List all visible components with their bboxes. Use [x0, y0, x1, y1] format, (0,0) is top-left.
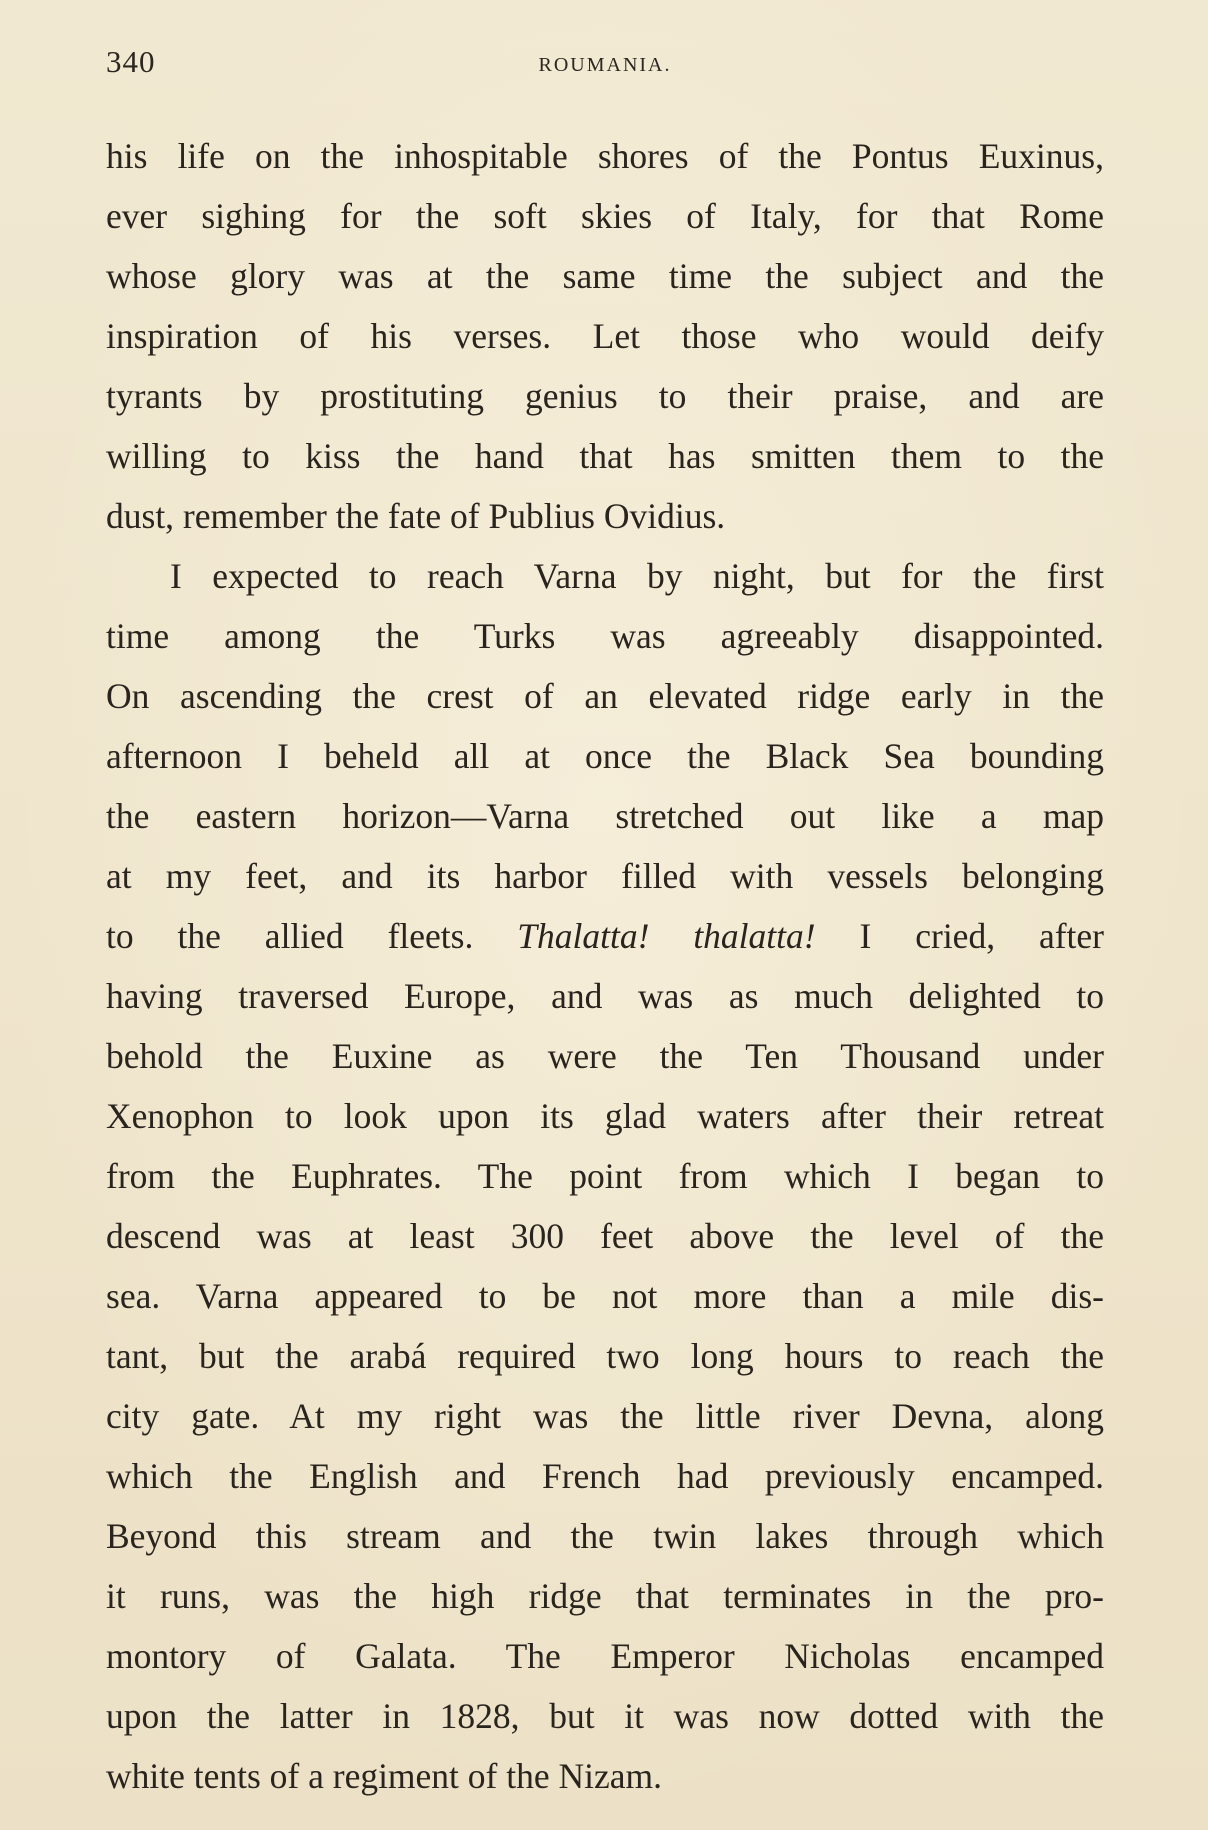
text-line: Beyond this stream and the twin lakes through which [106, 1516, 1104, 1556]
text-line: city gate. At my right was the little river Devna, along [106, 1396, 1104, 1436]
text-line: montory of Galata. The Emperor Nicholas encamped [106, 1636, 1104, 1676]
text-line: behold the Euxine as were the Ten Thousand under [106, 1036, 1104, 1076]
text-line: it runs, was the high ridge that terminates in the pro- [106, 1576, 1104, 1616]
text-line: tyrants by prostituting genius to their praise, and are [106, 376, 1104, 416]
text-line: which the English and French had previously encamped. [106, 1456, 1104, 1496]
text-line: whose glory was at the same time the subject and the [106, 256, 1104, 296]
text-line: descend was at least 300 feet above the level of the [106, 1216, 1104, 1256]
text-line: Xenophon to look upon its glad waters after their retreat [106, 1096, 1104, 1136]
running-title: ROUMANIA. [538, 54, 672, 76]
line-text-before-italic: to the allied fleets. [106, 916, 518, 956]
text-line: sea. Varna appeared to be not more than a mile dis- [106, 1276, 1104, 1316]
text-line: willing to kiss the hand that has smitten them to the [106, 436, 1104, 476]
text-line: at my feet, and its harbor filled with vessels belonging [106, 856, 1104, 896]
paragraph-end-line: dust, remember the fate of Publius Ovidius. [106, 496, 726, 536]
page-number: 340 [106, 44, 156, 79]
text-line: having traversed Europe, and was as much delighted to [106, 976, 1104, 1016]
running-head [106, 44, 1104, 84]
text-line: time among the Turks was agreeably disappointed. [106, 616, 1104, 656]
paragraph-start-line: I expected to reach Varna by night, but for the first [170, 556, 1104, 596]
text-line-with-italic [106, 906, 1104, 966]
line-text-after-italic: I cried, after [815, 916, 1104, 956]
paragraph-end-line: white tents of a regiment of the Nizam. [106, 1756, 662, 1796]
text-line: from the Euphrates. The point from which I began to [106, 1156, 1104, 1196]
body-text [106, 126, 1104, 1806]
text-line: tant, but the arabá required two long hours to reach the [106, 1336, 1104, 1376]
text-line: his life on the inhospitable shores of the Pontus Euxinus, [106, 136, 1104, 176]
text-line: inspiration of his verses. Let those who would deify [106, 316, 1104, 356]
text-line: On ascending the crest of an elevated ridge early in the [106, 676, 1104, 716]
italic-phrase: Thalatta! thalatta! [517, 916, 816, 956]
text-line: the eastern horizon—Varna stretched out like a map [106, 796, 1104, 836]
text-line: upon the latter in 1828, but it was now dotted with the [106, 1696, 1104, 1736]
text-line: afternoon I beheld all at once the Black Sea bounding [106, 736, 1104, 776]
text-line: ever sighing for the soft skies of Italy, for that Rome [106, 196, 1104, 236]
